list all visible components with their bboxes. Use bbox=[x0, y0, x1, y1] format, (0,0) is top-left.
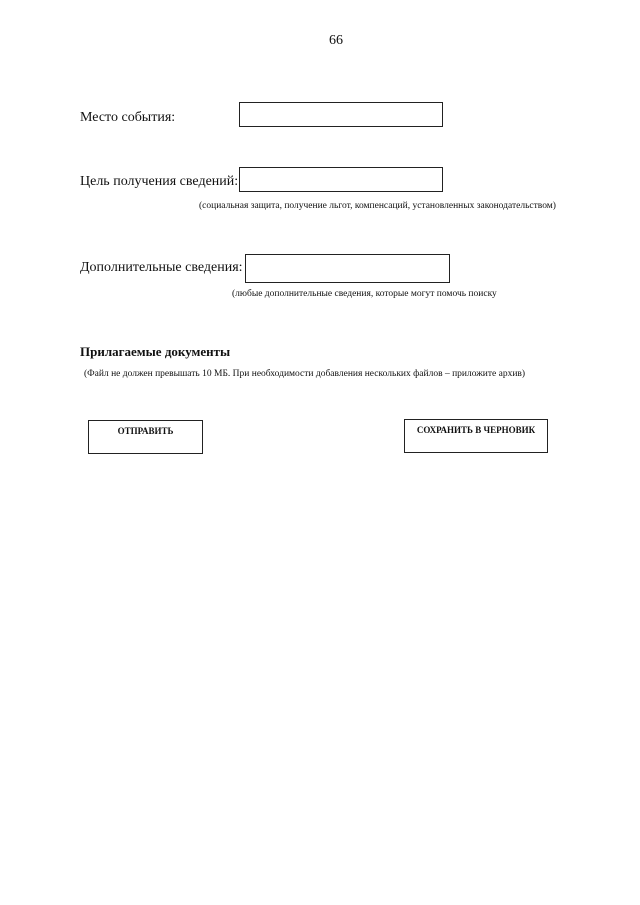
purpose-label: Цель получения сведений: bbox=[80, 174, 239, 189]
save-draft-button[interactable]: СОХРАНИТЬ В ЧЕРНОВИК bbox=[404, 419, 548, 453]
purpose-input[interactable] bbox=[239, 167, 443, 192]
attachments-note: (Файл не должен превышать 10 МБ. При необходимости добавления нескольких файлов – приложите архив) bbox=[84, 369, 526, 379]
submit-button[interactable]: ОТПРАВИТЬ bbox=[88, 420, 203, 454]
additional-info-label: Дополнительные сведения: bbox=[80, 260, 243, 275]
additional-info-hint: (любые дополнительные сведения, которые могут помочь поиску bbox=[232, 289, 497, 299]
event-place-input[interactable] bbox=[239, 102, 443, 127]
purpose-hint: (социальная защита, получение льгот, компенсаций, установленных законодательством) bbox=[199, 201, 556, 211]
page-number: 66 bbox=[329, 33, 343, 48]
additional-info-input[interactable] bbox=[245, 254, 450, 283]
event-place-label: Место события: bbox=[80, 110, 176, 125]
attachments-title: Прилагаемые документы bbox=[80, 344, 231, 359]
